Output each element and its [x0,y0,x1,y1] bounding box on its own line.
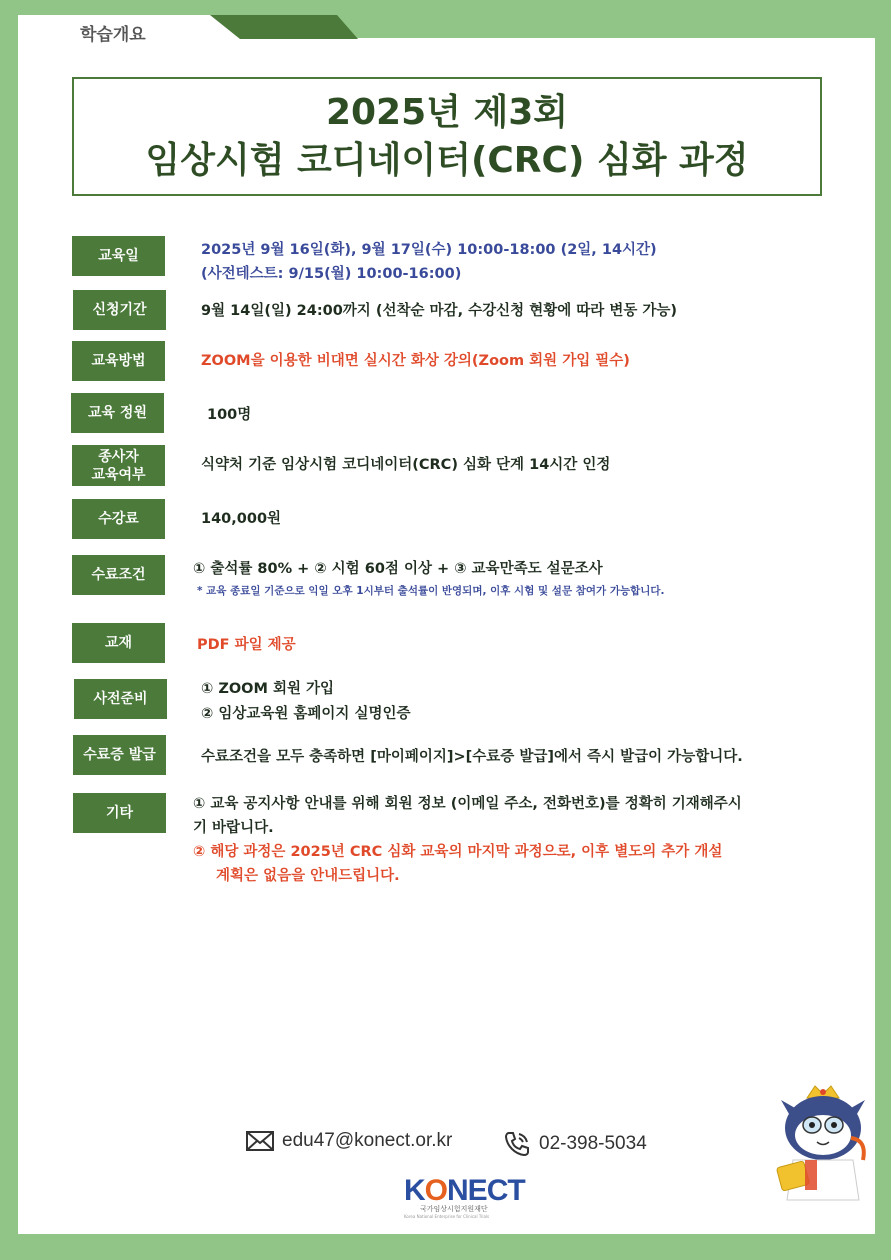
konect-logo [404,1174,525,1208]
label-fee: 수강료 [72,499,165,539]
label-worker-education-line2: 교육여부 [91,466,146,483]
label-method: 교육방법 [72,341,165,381]
label-education-date: 교육일 [72,236,165,276]
label-application-period: 신청기간 [73,290,166,330]
value-etc-line2: 기 바랍니다. [193,820,274,836]
value-etc-line1: ① 교육 공지사항 안내를 위해 회원 정보 (이메일 주소, 전화번호)를 정확히 기재해주시 [193,796,742,812]
value-certificate: 수료조건을 모두 충족하면 [마이페이지]>[수료증 발급]에서 즉시 발급이 가능합니다. [201,749,743,765]
envelope-icon [246,1130,274,1152]
label-capacity: 교육 정원 [71,393,164,433]
header-tab-label: 학습개요 [80,25,146,45]
contact-email [246,1130,452,1152]
label-material: 교재 [72,623,165,663]
label-etc: 기타 [73,793,166,833]
value-method: ZOOM을 이용한 비대면 실시간 화상 강의(Zoom 회원 가입 필수) [201,353,630,369]
contact-phone [503,1130,647,1158]
completion-note: * 교육 종료일 기준으로 익일 오후 1시부터 출석률이 반영되며, 이후 시험 및 설문 참여가 가능합니다. [197,585,665,597]
logo-subtitle: 국가임상시험지원재단 [420,1205,488,1213]
value-application-period: 9월 14일(일) 24:00까지 (선착순 마감, 수강신청 현황에 따라 변동 가능) [201,303,678,319]
title-box [72,77,822,196]
value-prep-line2: ② 임상교육원 홈페이지 실명인증 [201,706,411,722]
value-capacity: 100명 [207,407,252,423]
value-worker-education: 식약처 기준 임상시험 코디네이터(CRC) 심화 단계 14시간 인정 [201,457,611,473]
label-prep: 사전준비 [74,679,167,719]
phone-number[interactable]: 02-398-5034 [539,1133,647,1154]
logo-letter-k: K [404,1174,425,1207]
title-line-1: 2025년 제3회 [325,92,569,133]
value-prep-line1: ① ZOOM 회원 가입 [201,681,335,697]
label-worker-education [72,445,165,486]
value-etc-line3: ② 해당 과정은 2025년 CRC 심화 교육의 마지막 과정으로, 이후 별도의 추가 개설 [193,844,723,860]
logo-letter-o: O [424,1174,448,1207]
value-education-date-line2: (사전테스트: 9/15(월) 10:00-16:00) [201,266,462,282]
mascot-illustration [775,1080,875,1205]
email-link[interactable]: edu47@konect.or.kr [282,1130,453,1151]
logo-tagline: Korea National Enterprise for Clinical Trials [404,1214,490,1219]
phone-icon [503,1130,531,1158]
value-completion: ① 출석률 80% + ② 시험 60점 이상 + ③ 교육만족도 설문조사 [193,561,603,577]
value-fee: 140,000원 [201,511,282,527]
value-material: PDF 파일 제공 [197,637,296,653]
value-etc-line4: 계획은 없음을 안내드립니다. [216,868,400,884]
logo-letters-rest: NECT [447,1174,525,1207]
label-completion: 수료조건 [72,555,165,595]
label-certificate: 수료증 발급 [73,735,166,775]
title-line-2: 임상시험 코디네이터(CRC) 심화 과정 [145,140,749,181]
value-education-date-line1: 2025년 9월 16일(화), 9월 17일(수) 10:00-18:00 (2일, 14시간) [201,242,657,258]
label-worker-education-line1: 종사자 [98,448,139,465]
